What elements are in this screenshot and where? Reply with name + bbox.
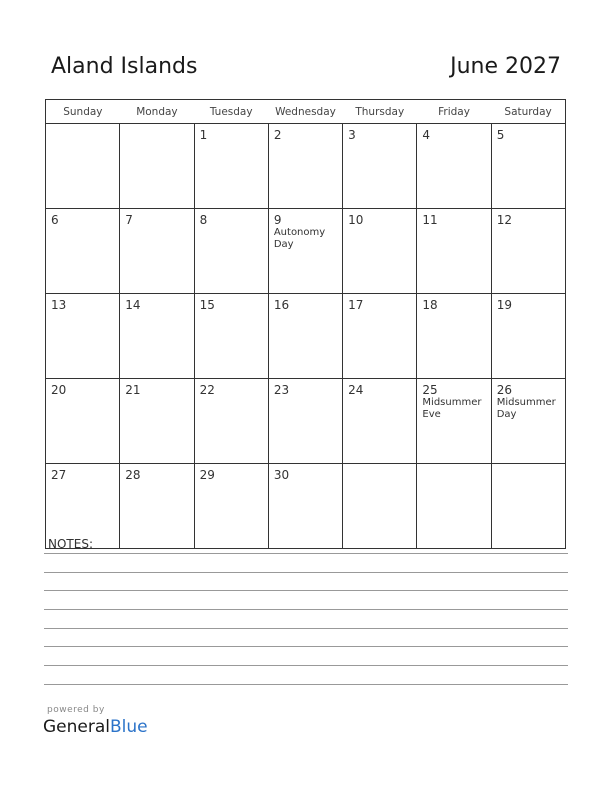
day-cell [417,124,491,209]
week-row [46,379,566,464]
day-number: 29 [199,468,215,482]
day-number: 2 [273,128,282,142]
note-line [44,646,568,647]
day-cell [46,379,120,464]
day-cell [491,124,565,209]
day-number: 8 [199,213,208,227]
day-cell [268,379,342,464]
day-number: 4 [422,128,431,142]
day-cell [417,294,491,379]
day-number: 3 [348,128,356,142]
day-number: 7 [125,213,133,227]
day-number: 23 [273,383,290,397]
day-cell [194,294,268,379]
day-cell [268,464,342,549]
calendar-month: June 2027 [450,54,561,79]
note-line [44,665,568,666]
day-cell [417,209,491,294]
calendar-title: Aland Islands [51,54,198,79]
note-line [44,628,568,629]
day-cell [120,464,194,549]
note-line [44,609,568,610]
weekday-header: Thursday [343,100,417,124]
day-number: 16 [273,298,290,312]
brand-general: General [43,717,110,737]
note-line [44,684,568,685]
weekday-header: Sunday [46,100,120,124]
day-cell [46,209,120,294]
day-number: 9 [273,213,282,227]
day-number: 12 [496,213,512,227]
day-cell [343,209,417,294]
day-cell [194,464,268,549]
day-cell [46,464,120,549]
day-number: 24 [348,383,364,397]
day-cell [343,124,417,209]
day-number: 30 [273,468,290,482]
day-cell [194,124,268,209]
week-row [46,464,566,549]
day-cell [491,294,565,379]
day-number: 14 [125,298,141,312]
day-number: 25 [422,383,438,397]
day-number: 27 [51,468,67,482]
day-cell [343,379,417,464]
day-cell [268,209,342,294]
day-cell [120,209,194,294]
day-cell [194,209,268,294]
day-number: 15 [199,298,215,312]
day-cell [120,124,194,209]
day-number: 26 [496,383,512,397]
day-number: 5 [496,128,505,142]
week-row [46,209,566,294]
day-cell [46,294,120,379]
day-number: 17 [348,298,364,312]
powered-by-text: powered by [47,705,105,715]
day-cell [343,294,417,379]
day-cell [491,209,565,294]
day-number: 28 [125,468,141,482]
day-number: 10 [348,213,364,227]
day-number: 20 [51,383,67,397]
day-number: 21 [125,383,141,397]
day-number: 22 [199,383,215,397]
week-row [46,124,566,209]
brand-blue: Blue [110,717,148,737]
note-line [44,590,568,591]
day-cell [194,379,268,464]
generalblue-logo [43,717,148,737]
weekday-header-row [46,100,566,124]
week-row [46,294,566,379]
day-cell [268,124,342,209]
holiday-label: Midsummer Day [496,397,556,420]
holiday-label: Midsummer Eve [422,397,482,420]
day-cell [46,124,120,209]
day-cell [491,379,565,464]
day-number: 18 [422,298,438,312]
day-number: 19 [496,298,512,312]
day-cell [268,294,342,379]
note-line [44,553,568,554]
day-cell [417,464,491,549]
day-cell [417,379,491,464]
day-number: 1 [199,128,208,142]
note-line [44,572,568,573]
day-number: 6 [51,213,59,227]
weekday-header: Saturday [491,100,565,124]
day-cell [491,464,565,549]
weekday-header: Wednesday [268,100,342,124]
day-cell [120,294,194,379]
day-cell [343,464,417,549]
day-cell [120,379,194,464]
weekday-header: Friday [417,100,491,124]
holiday-label: Autonomy Day [273,227,326,250]
calendar-grid [45,99,566,549]
day-number: 11 [422,213,438,227]
weekday-header: Monday [120,100,194,124]
notes-label: NOTES: [48,537,93,551]
day-number: 13 [51,298,67,312]
weekday-header: Tuesday [194,100,268,124]
